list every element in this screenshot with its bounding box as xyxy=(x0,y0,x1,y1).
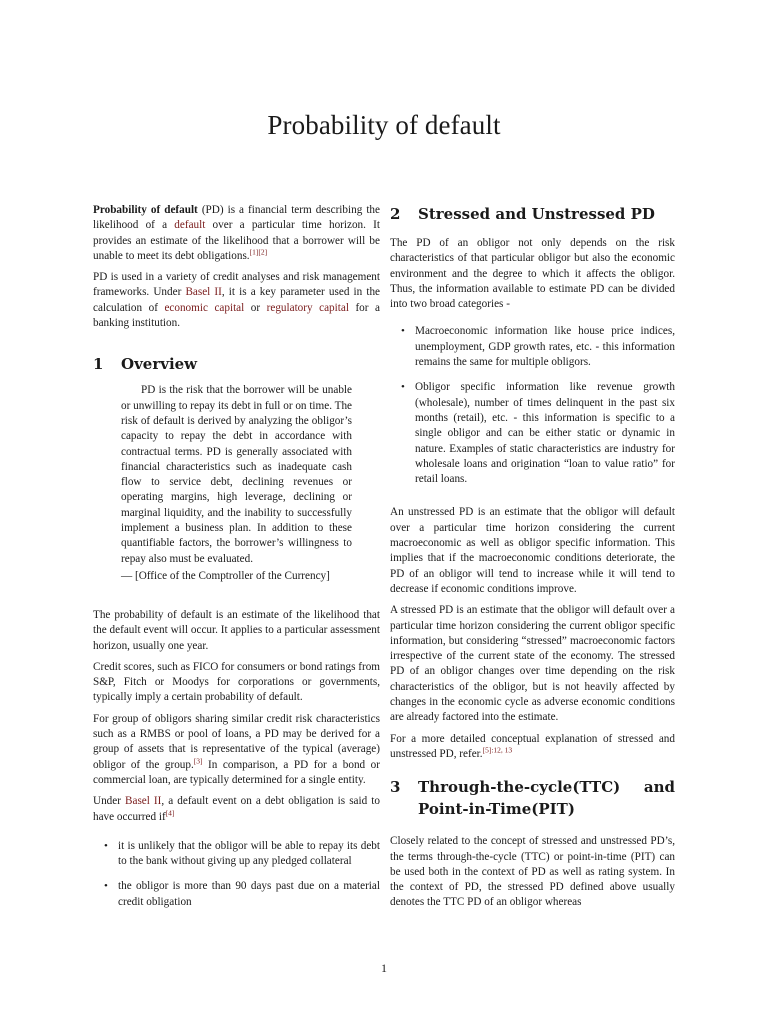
section-title-line-2: Point-in-Time(PIT) xyxy=(418,800,575,819)
intro-paragraph-1 xyxy=(93,203,380,264)
stressed-paragraph-2: An unstressed PD is an estimate that the obligor will default over a particular time horizon considering the current macroeconomic as well as obligor specific information. This implies that if the macroeconomic conditions deteriorate, the PD of an obligor will tend to increase while it will tend to decrease if economic conditions improve. xyxy=(390,506,675,595)
section-number: 1 xyxy=(93,355,104,374)
overview-quote xyxy=(93,383,380,584)
citation-4[interactable]: [4] xyxy=(165,807,175,817)
link-basel-ii[interactable]: Basel II xyxy=(125,795,162,808)
left-column xyxy=(93,203,380,910)
list-item: • Obligor specific information like revenue growth (wholesale), number of times delinquent in the past six months (retail), etc. - this information is specific to a single obligor and can be either static or dynamic in nature. Examples of static characteristics are industry for wholesale loans and origination “loan to value ratio” for retail loans. xyxy=(390,380,675,487)
overview-paragraph-3 xyxy=(93,712,380,788)
default-conditions-list xyxy=(93,839,380,910)
title-part: and xyxy=(643,778,675,797)
intro-paragraph-2 xyxy=(93,270,380,331)
list-item: • the obligor is more than 90 days past due on a material credit obligation xyxy=(93,879,380,910)
link-regulatory-capital[interactable]: regulatory capital xyxy=(266,301,349,314)
text-run: For group of obligors sharing similar credit risk characteristics such as a RMBS or pool of loans, a PD may be derived for a group of assets that is representative of the typical (average) obligor of the group. xyxy=(93,712,380,771)
section-number: 2 xyxy=(390,205,401,223)
information-categories-list xyxy=(390,324,675,487)
overview-paragraph-4 xyxy=(93,794,380,825)
page-title: Probability of default xyxy=(267,110,501,140)
link-default[interactable]: default xyxy=(174,219,206,232)
citation-3[interactable]: [3] xyxy=(193,755,203,765)
section-number: 3 xyxy=(390,778,401,797)
quote-text: PD is the risk that the borrower will be unable or unwilling to repay its debt in full or on time. The risk of default is derived by analyzing the obligor’s capacity to repay the debt in accordance with contractual terms. PD is generally associated with financial characteristics such as inadequate cash flow to service debt, declining revenues or operating margins, high leverage, declining or marginal liquidity, and the inability to successfully implement a business plan. In addition to these quantifiable factors, the borrower’s willingness to repay also must be evaluated. xyxy=(121,384,352,565)
section-heading-ttc-pit xyxy=(390,776,675,820)
text-run: or xyxy=(244,301,267,314)
title-part: Through-the-cycle(TTC) xyxy=(418,778,621,797)
text-run: , it is a key parameter used in the calculation of xyxy=(93,286,381,314)
citation-1-2[interactable]: [1][2] xyxy=(249,247,268,257)
overview-paragraph-2: Credit scores, such as FICO for consumers or bond ratings from S&P, Fitch or Moodys for corporations or governments, typically imply a certain probability of default. xyxy=(93,660,380,704)
section-title: Stressed and Unstressed PD xyxy=(418,205,655,223)
ttc-paragraph-1: Closely related to the concept of stressed and unstressed PD’s, the terms through-the-cycle (TTC) or point-in-time (PIT) can be used both in the context of PD as well as rating system. In the context of PD, the stressed PD defined above usually denotes the TTC PD of an obligor whereas xyxy=(390,835,675,909)
list-item: • Macroeconomic information like house price indices, unemployment, GDP growth rates, etc. - this information remains the same for multiple obligors. xyxy=(390,324,675,370)
section-title xyxy=(418,776,675,820)
text-run: Under xyxy=(93,795,126,808)
text-run: , a default event on a debt obligation is said to have occurred if xyxy=(93,795,380,823)
section-title: Overview xyxy=(121,355,198,374)
text-run: (PD) is a financial term describing the likelihood of a xyxy=(93,204,380,232)
stressed-paragraph-4 xyxy=(390,732,675,763)
link-economic-capital[interactable]: economic capital xyxy=(164,301,245,314)
overview-paragraph-1: The probability of default is an estimate of the likelihood that the default event will occur. It applies to a particular assessment horizon, usually one year. xyxy=(93,608,380,652)
stressed-paragraph-3: A stressed PD is an estimate that the obligor will default over a particular time horizon considering the current obligor specific information, but considering “stressed” macroeconomic factors irrespective of the current state of the economy. The stressed PD of an obligor changes over time depending on the risk characteristics of the obligor, but is not heavily affected by changes in the economic cycle as adverse economic conditions are already factored into the estimate. xyxy=(390,604,675,724)
quote-attribution: — [Office of the Comptroller of the Currency] xyxy=(121,569,330,582)
text-run: PD is used in a variety of credit analyses and risk management frameworks. Under xyxy=(93,271,380,299)
link-basel-ii[interactable]: Basel II xyxy=(185,286,222,299)
list-item: • it is unlikely that the obligor will be able to repay its debt to the bank without giving up any pledged collateral xyxy=(93,839,380,870)
section-heading-overview xyxy=(93,353,380,375)
text-run: for a banking institution. xyxy=(93,301,380,330)
section-heading-stressed-unstressed xyxy=(390,203,675,225)
citation-5[interactable]: [5]:12, 13 xyxy=(482,745,513,755)
section-title-line-1 xyxy=(418,776,675,798)
right-column xyxy=(390,203,675,911)
text-run: For a more detailed conceptual explanation of stressed and unstressed PD, refer. xyxy=(390,732,675,760)
term-bold: Probability of default xyxy=(93,204,198,216)
text-run: In comparison, a PD for a bond or commercial loan, are typically determined for a single entity. xyxy=(93,758,380,786)
stressed-paragraph-1: The PD of an obligor not only depends on the risk characteristics of that particular obligor but also the economic environment and the degree to which it affects the obligor. Thus, the information available to estimate PD can be divided into two broad categories - xyxy=(390,237,675,311)
text-run: over a particular time horizon. It provides an estimate of the likelihood that a borrower will be unable to meet its debt obligations. xyxy=(93,219,380,262)
page-number: 1 xyxy=(381,961,387,975)
